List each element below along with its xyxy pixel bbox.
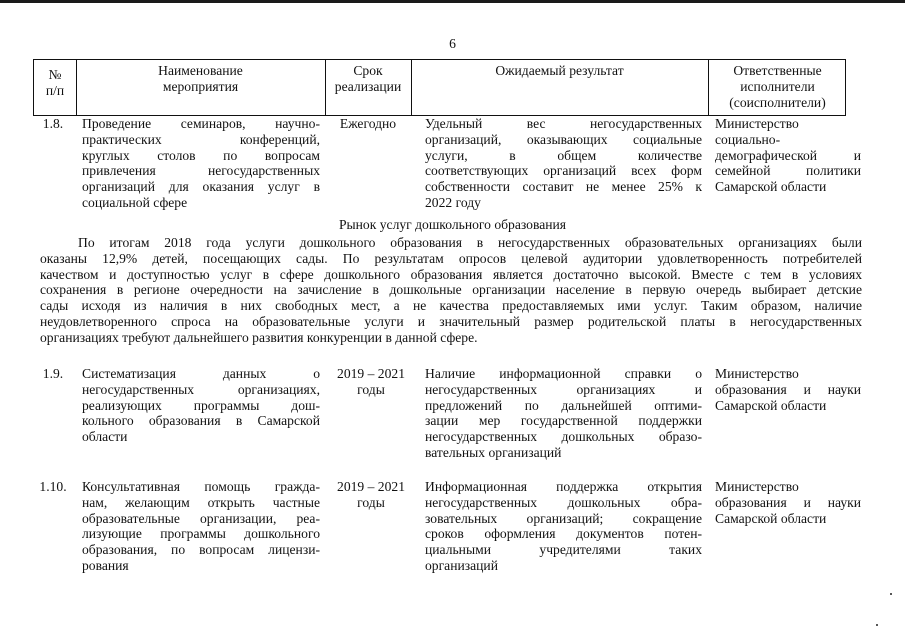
text-line: образовательные организации, реа- [82, 510, 320, 526]
text-line: циальными учредителями таких [425, 542, 702, 558]
text-line: организаций, оказывающих социальные [425, 131, 702, 147]
row-term [328, 116, 408, 132]
text-line: негосударственных организациях, [82, 381, 320, 397]
text-line: предложений по дальнейшей оптими- [425, 397, 702, 413]
row-number-text: 1.8. [42, 116, 64, 131]
row-responsible [715, 366, 861, 413]
text-line: 2019 – 2021 [337, 479, 405, 494]
text-line: услуги, в общем количестве [425, 147, 702, 163]
text-line: собственности составит не менее 25% к [425, 179, 702, 195]
text-line: организаций для оказания услуг в [82, 179, 320, 195]
text-line: организаций [425, 557, 498, 573]
row-name [82, 366, 320, 445]
header-line: п/п [45, 82, 65, 98]
text-line: 2019 – 2021 [337, 366, 405, 381]
text-line: Самарской области [715, 397, 827, 413]
paragraph-line: сады исходя из наличия в них свободных мест, а не качества предоставляемых ими услуг. Таким образом, наличие [40, 298, 862, 314]
header-line: Ответственные [733, 63, 822, 78]
text-line: Информационная поддержка открытия [425, 479, 702, 494]
text-line: Удельный вес негосударственных [425, 116, 702, 131]
text-line: демографической и [715, 147, 861, 163]
table-header [33, 59, 846, 116]
text-line: годы [357, 381, 385, 397]
row-term [328, 479, 414, 511]
scan-speck [876, 624, 878, 626]
text-line: нам, желающим открыть частные [82, 494, 320, 510]
text-line: вательных организаций [425, 444, 562, 460]
header-name [76, 63, 325, 95]
text-line: Наличие информационной справки о [425, 366, 702, 381]
text-line: зовательных организаций; сокращение [425, 510, 702, 526]
text-line: зации мер государственной поддержки [425, 413, 702, 429]
text-line: рования [82, 557, 129, 573]
text-line: социально- [715, 131, 781, 147]
page-number: 6 [449, 36, 456, 51]
paragraph-line: По итогам 2018 года услуги дошкольного образования в негосударственных образовательных организациях были [78, 235, 862, 250]
paragraph-line: неудовлетворенного спроса на образовательные услуги и значительный размер родительской платы в негосударственных [40, 313, 862, 329]
text-line: Министерство [715, 479, 799, 494]
section-title: Рынок услуг дошкольного образования [338, 217, 567, 232]
paragraph-line: организациях требуют дальнейшего развития конкуренции в данной сфере. [40, 329, 478, 345]
row-result [425, 116, 702, 211]
header-term [325, 63, 411, 95]
text-line: годы [357, 494, 385, 510]
row-number [33, 479, 73, 495]
text-line: социальной сфере [82, 194, 188, 210]
text-line: Систематизация данных о [82, 366, 320, 381]
row-name [82, 116, 320, 211]
header-number [34, 67, 76, 99]
text-line: области [82, 429, 128, 445]
paragraph-line: оказаны 12,9% детей, посещающих сады. По результатам опросов целевой аудитории удовлетворенность потребителей [40, 250, 862, 266]
header-line: (соисполнители) [729, 94, 826, 110]
scan-top-edge [0, 0, 905, 3]
text-line: семейной политики [715, 163, 861, 179]
row-number-text: 1.10. [39, 479, 67, 494]
text-line: образования и науки [715, 494, 861, 510]
text-line: негосударственных организациях и [425, 381, 702, 397]
text-line: 2022 году [425, 194, 481, 210]
text-line: сроков оформления документов потен- [425, 526, 702, 542]
header-line: исполнители [740, 78, 815, 94]
row-number-text: 1.9. [42, 366, 64, 381]
row-name [82, 479, 320, 574]
text-line: соответствующих организаций всех форм [425, 163, 702, 179]
header-line: реализации [334, 78, 402, 94]
text-line: Министерство [715, 366, 799, 381]
text-line: Консультативная помощь гражда- [82, 479, 320, 494]
row-number [33, 116, 73, 132]
row-responsible [715, 479, 861, 526]
text-line: Самарской области [715, 179, 827, 195]
text-line: кольного образования в Самарской [82, 413, 320, 429]
scan-speck [890, 593, 892, 595]
header-responsible [708, 63, 847, 110]
text-line: Самарской области [715, 510, 827, 526]
text-line: лизующие программы дошкольного [82, 526, 320, 542]
paragraph-line: качеством и доступностью услуг в сфере дошкольного образования является достаточно высокой. Вместе с тем в условиях [40, 266, 862, 282]
text-line: Проведение семинаров, научно- [82, 116, 320, 131]
text-line: негосударственных дошкольных образо- [425, 429, 702, 445]
row-result [425, 366, 702, 461]
header-result [411, 63, 708, 79]
text-line: привлечения негосударственных [82, 163, 320, 179]
section-paragraph [40, 235, 862, 346]
text-line: практических конференций, [82, 131, 320, 147]
paragraph-line: сохранения в регионе очередности на зачисление в дошкольные организации население в первую очередь выбирает детские [40, 282, 862, 298]
header-line: Ожидаемый результат [495, 63, 624, 78]
text-line: образования, по вопросам лицензи- [82, 542, 320, 558]
text-line: Министерство [715, 116, 799, 131]
text-line: образования и науки [715, 381, 861, 397]
text-line: реализующих программы дош- [82, 397, 320, 413]
row-number [33, 366, 73, 382]
text-line: круглых столов по вопросам [82, 147, 320, 163]
row-term [328, 366, 414, 398]
row-responsible [715, 116, 861, 195]
header-line: мероприятия [162, 78, 239, 94]
header-line: № [48, 67, 62, 82]
text-line: негосударственных дошкольных обра- [425, 494, 702, 510]
text-line: Ежегодно [339, 116, 397, 131]
header-line: Срок [353, 63, 383, 78]
row-result [425, 479, 702, 574]
header-line: Наименование [158, 63, 243, 78]
